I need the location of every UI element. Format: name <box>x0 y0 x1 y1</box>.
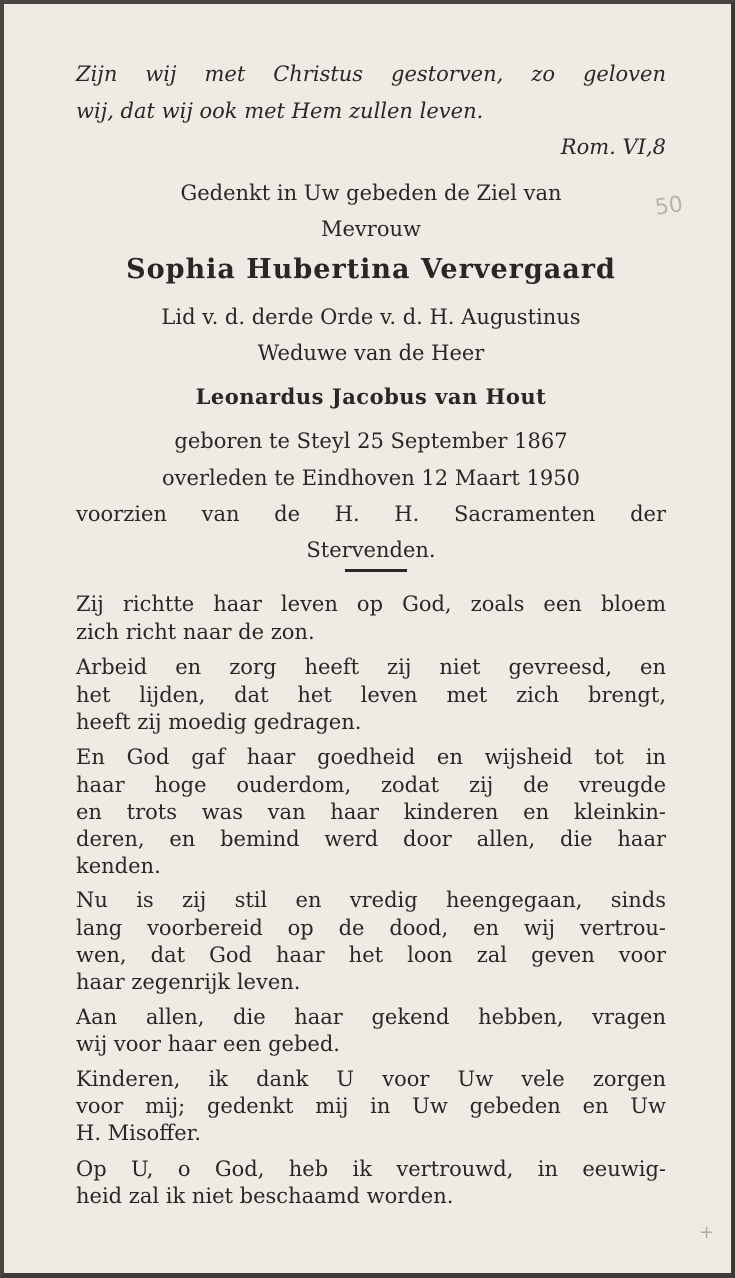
paragraph-line: het lijden, dat het leven met zich brengt, <box>76 683 666 707</box>
verse-reference: Rom. VI,8 <box>560 135 666 159</box>
born-line: geboren te Steyl 25 September 1867 <box>174 429 568 453</box>
paragraph-line: Nu is zij stil en vredig heengegaan, sinds <box>76 888 666 912</box>
paragraph-line: Op U, o God, heb ik vertrouwd, in eeuwig- <box>76 1157 666 1181</box>
paragraph-line: lang voorbereid op de dood, en wij vertrou- <box>76 916 666 940</box>
sacraments-line-1: voorzien van de H. H. Sacramenten der <box>76 502 666 526</box>
husband-name: Leonardus Jacobus van Hout <box>195 384 547 409</box>
intro-line-1: Gedenkt in Uw gebeden de Ziel van <box>180 181 562 205</box>
intro-line-2: Mevrouw <box>321 217 421 241</box>
handwritten-cross: + <box>699 1222 715 1243</box>
widow-line: Weduwe van de Heer <box>257 341 485 365</box>
paragraph-line: wen, dat God haar het loon zal geven voor <box>76 943 666 967</box>
paragraph-line: Kinderen, ik dank U voor Uw vele zorgen <box>76 1067 666 1091</box>
verse-line-1: Zijn wij met Christus gestorven, zo geloven <box>76 62 666 86</box>
sacraments-line-2: Stervenden. <box>306 538 436 562</box>
paragraph-line: heeft zij moedig gedragen. <box>76 710 362 734</box>
paragraph-line: En God gaf haar goedheid en wijsheid tot in <box>76 745 666 769</box>
paragraph-line: heid zal ik niet beschaamd worden. <box>76 1184 454 1208</box>
paragraph-line: kenden. <box>76 854 161 878</box>
divider-rule <box>345 569 407 572</box>
verse-line-2: wij, dat wij ook met Hem zullen leven. <box>76 99 484 123</box>
memorial-card <box>4 4 731 1273</box>
handwritten-number: 50 <box>653 192 685 221</box>
paragraph-line: zich richt naar de zon. <box>76 620 315 644</box>
deceased-name: Sophia Hubertina Ververgaard <box>126 254 616 285</box>
paragraph-line: H. Misoffer. <box>76 1121 202 1145</box>
membership-line: Lid v. d. derde Orde v. d. H. Augustinus <box>161 305 581 329</box>
paragraph-line: Zij richtte haar leven op God, zoals een bloem <box>76 592 666 616</box>
paragraph-line: Arbeid en zorg heeft zij niet gevreesd, en <box>76 655 666 679</box>
paragraph-line: haar hoge ouderdom, zodat zij de vreugde <box>76 773 666 797</box>
paragraph-line: Aan allen, die haar gekend hebben, vragen <box>76 1005 666 1029</box>
paragraph-line: deren, en bemind werd door allen, die haar <box>76 827 666 851</box>
paragraph-line: haar zegenrijk leven. <box>76 970 301 994</box>
paragraph-line: wij voor haar een gebed. <box>76 1032 340 1056</box>
paragraph-line: en trots was van haar kinderen en kleinkin- <box>76 800 666 824</box>
died-line: overleden te Eindhoven 12 Maart 1950 <box>162 466 580 490</box>
paragraph-line: voor mij; gedenkt mij in Uw gebeden en Uw <box>76 1094 666 1118</box>
